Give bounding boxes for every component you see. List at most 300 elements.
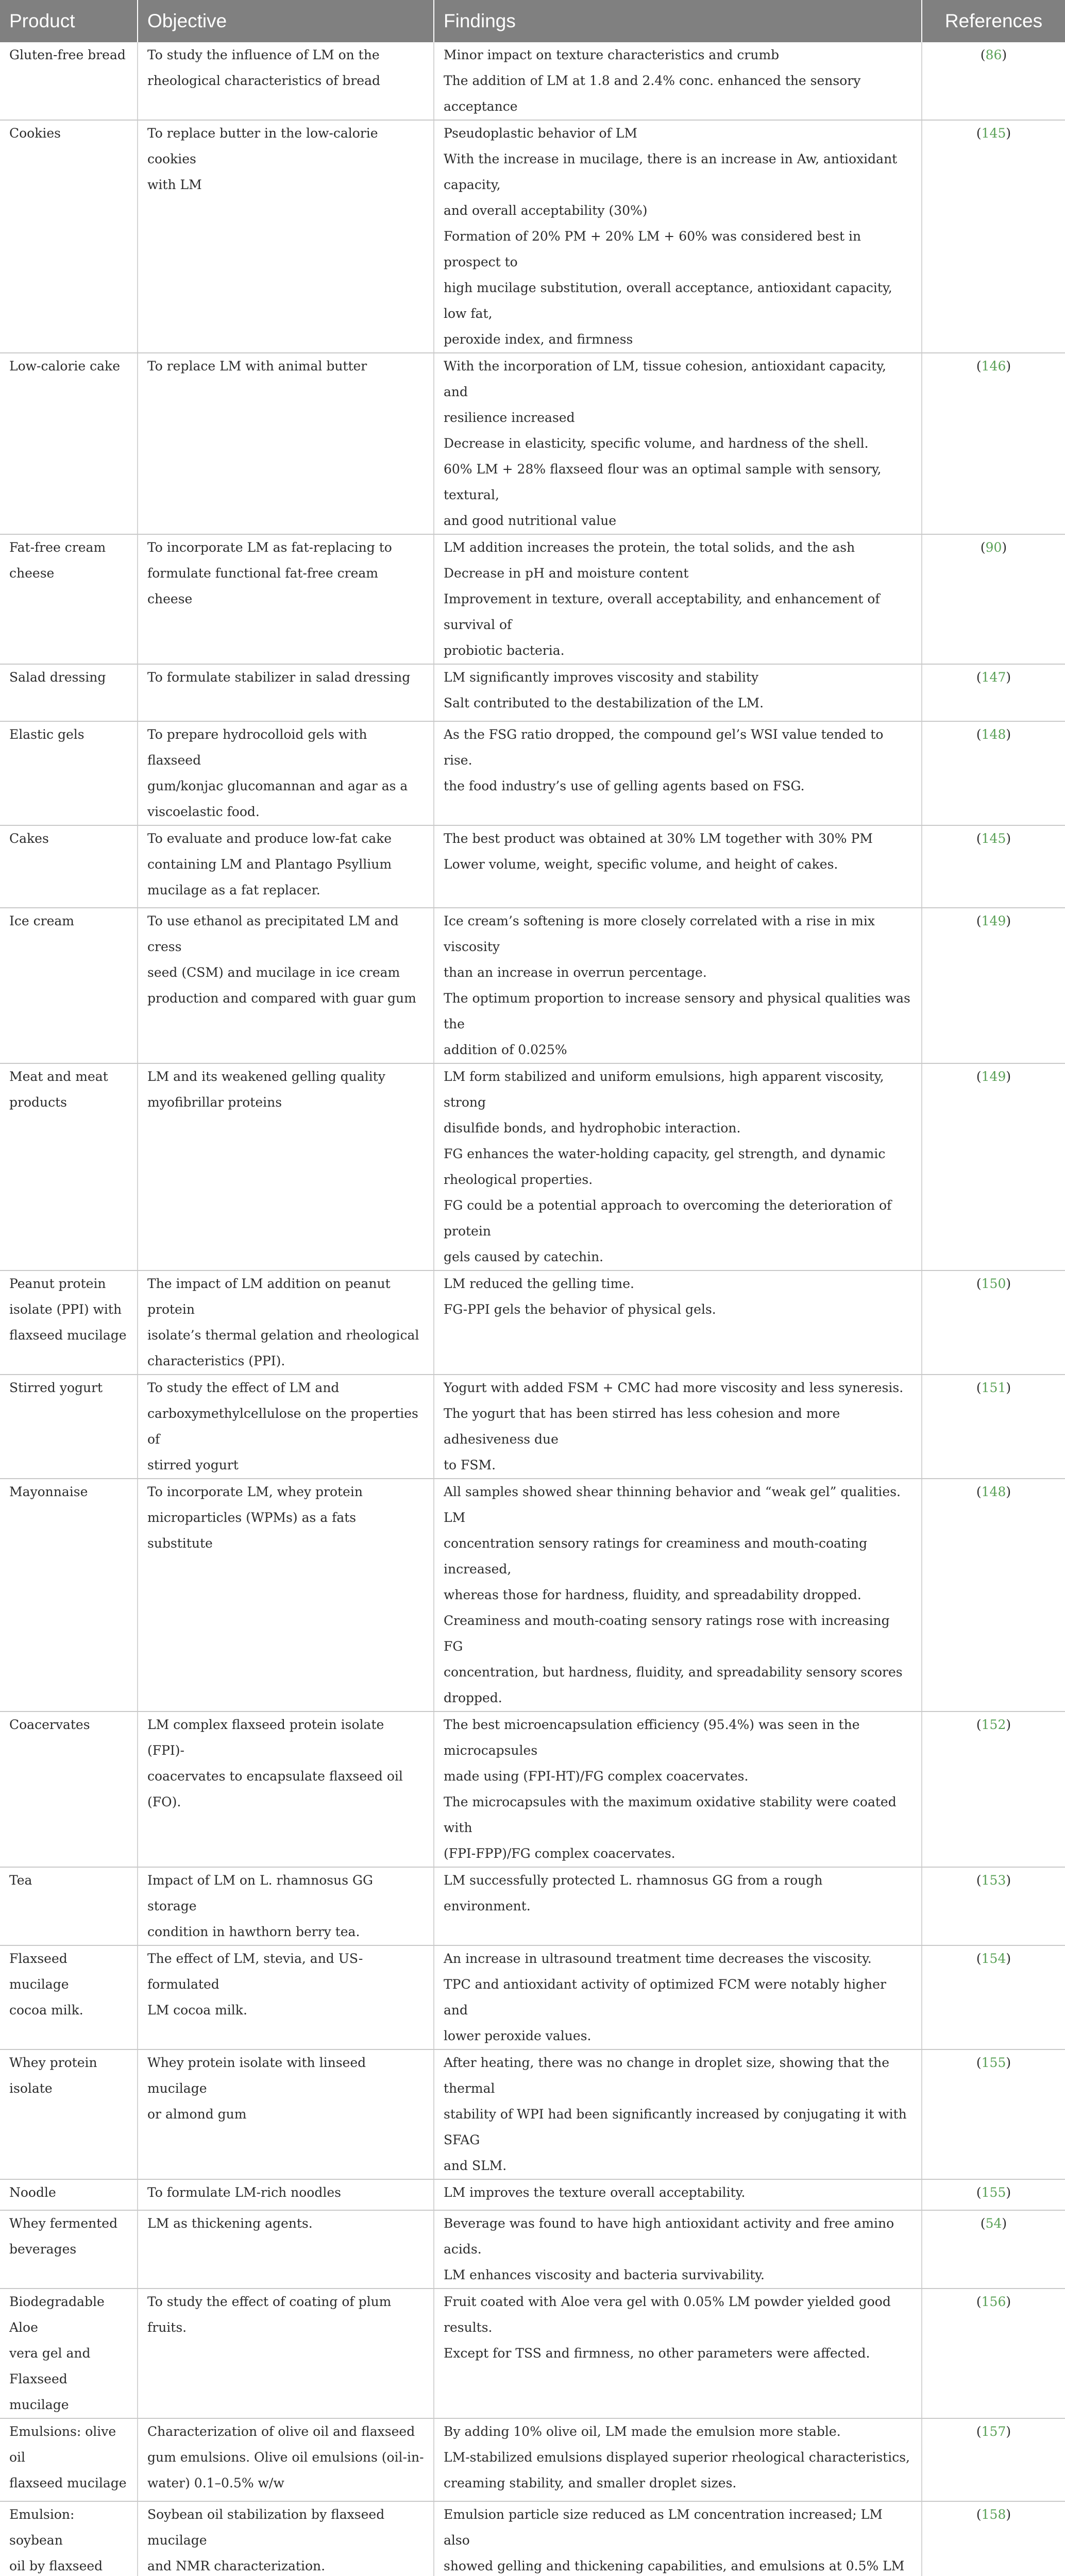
findings-cell-line: The yogurt that has been stirred has less cohesion and more adhesiveness due bbox=[444, 1406, 840, 1447]
table-row bbox=[0, 908, 1065, 1063]
product-cell-line: Biodegradable Aloe bbox=[9, 2294, 105, 2335]
findings-cell-line: and good nutritional value bbox=[444, 513, 617, 528]
findings-cell bbox=[434, 1945, 922, 2049]
findings-cell-line: Beverage was found to have high antioxidant activity and free amino acids. bbox=[444, 2216, 894, 2257]
reference-link[interactable]: 146 bbox=[981, 359, 1006, 374]
ref-paren: ( bbox=[976, 727, 982, 742]
product-cell-line: Whey fermented bbox=[9, 2216, 118, 2231]
objective-cell bbox=[138, 908, 434, 1063]
product-cell-line: Ice cream bbox=[9, 913, 74, 928]
findings-cell-line: peroxide index, and firmness bbox=[444, 332, 633, 347]
objective-cell-line: To incorporate LM as fat-replacing to bbox=[147, 540, 392, 555]
findings-cell-line: high mucilage substitution, overall acceptance, antioxidant capacity, low fat, bbox=[444, 280, 892, 321]
findings-cell-line: LM improves the texture overall acceptability. bbox=[444, 2185, 746, 2200]
table-row bbox=[0, 2418, 1065, 2501]
findings-cell-line: Yogurt with added FSM + CMC had more viscosity and less syneresis. bbox=[444, 1380, 904, 1395]
objective-cell-line: formulate functional fat-free cream cheese bbox=[147, 566, 378, 606]
reference-cell bbox=[922, 1270, 1065, 1375]
objective-cell-line: To study the influence of LM on the bbox=[147, 47, 380, 62]
objective-cell-line: Characterization of olive oil and flaxseed bbox=[147, 2424, 415, 2439]
product-cell bbox=[0, 2049, 138, 2179]
findings-cell-line: gels caused by catechin. bbox=[444, 1249, 604, 1264]
reference-cell bbox=[922, 2418, 1065, 2501]
ref-paren: ) bbox=[1006, 359, 1011, 374]
objective-cell bbox=[138, 1063, 434, 1270]
findings-cell-line: FG-PPI gels the behavior of physical gels. bbox=[444, 1302, 716, 1317]
ref-paren: ) bbox=[1006, 2424, 1011, 2439]
product-cell-line: Gluten-free bread bbox=[9, 47, 126, 62]
findings-cell-line: After heating, there was no change in droplet size, showing that the thermal bbox=[444, 2055, 890, 2096]
table-row bbox=[0, 1375, 1065, 1479]
ref-paren: ( bbox=[976, 2424, 982, 2439]
findings-cell-line: With the increase in mucilage, there is an increase in Aw, antioxidant capacity, bbox=[444, 151, 898, 192]
reference-cell bbox=[922, 2210, 1065, 2289]
table-row bbox=[0, 353, 1065, 534]
objective-cell-line: and NMR characterization. bbox=[147, 2558, 326, 2573]
ref-paren: ) bbox=[1006, 2294, 1011, 2309]
product-cell bbox=[0, 120, 138, 353]
reference-link[interactable]: 157 bbox=[981, 2424, 1006, 2439]
findings-cell bbox=[434, 908, 922, 1063]
objective-cell-line: To formulate stabilizer in salad dressing bbox=[147, 670, 411, 685]
product-cell bbox=[0, 1867, 138, 1945]
reference-link[interactable]: 151 bbox=[981, 1380, 1006, 1395]
objective-cell bbox=[138, 2418, 434, 2501]
findings-cell-line: Creaminess and mouth-coating sensory ratings rose with increasing FG bbox=[444, 1613, 890, 1654]
reference-link[interactable]: 148 bbox=[981, 727, 1006, 742]
table-row bbox=[0, 664, 1065, 721]
findings-cell-line: disulfide bonds, and hydrophobic interaction. bbox=[444, 1121, 741, 1136]
findings-cell-line: rheological properties. bbox=[444, 1172, 593, 1187]
reference-cell bbox=[922, 2289, 1065, 2418]
objective-cell bbox=[138, 42, 434, 120]
table-row bbox=[0, 825, 1065, 908]
ref-paren: ( bbox=[976, 831, 982, 846]
findings-cell-line: All samples showed shear thinning behavior and “weak gel” qualities. LM bbox=[444, 1484, 901, 1525]
reference-link[interactable]: 148 bbox=[981, 1484, 1006, 1499]
ref-paren: ) bbox=[1006, 2185, 1011, 2200]
objective-cell-line: with LM bbox=[147, 177, 202, 192]
reference-cell bbox=[922, 825, 1065, 908]
product-cell-line: Low-calorie cake bbox=[9, 359, 120, 374]
product-cell-line: Coacervates bbox=[9, 1717, 90, 1732]
table-row bbox=[0, 120, 1065, 353]
product-cell-line: Elastic gels bbox=[9, 727, 84, 742]
reference-link[interactable]: 156 bbox=[981, 2294, 1006, 2309]
reference-cell bbox=[922, 721, 1065, 825]
findings-cell-line: Decrease in elasticity, specific volume, and hardness of the shell. bbox=[444, 436, 869, 451]
reference-cell bbox=[922, 1479, 1065, 1711]
findings-cell bbox=[434, 2418, 922, 2501]
product-cell-line: vera gel and bbox=[9, 2346, 91, 2361]
ref-paren: ) bbox=[1006, 1380, 1011, 1395]
findings-cell bbox=[434, 1270, 922, 1375]
objective-cell-line: isolate’s thermal gelation and rheological bbox=[147, 1328, 419, 1343]
objective-cell-line: gum/konjac glucomannan and agar as a bbox=[147, 778, 408, 793]
findings-cell-line: Decrease in pH and moisture content bbox=[444, 566, 689, 581]
table-row bbox=[0, 42, 1065, 120]
ref-paren: ) bbox=[1006, 2507, 1011, 2522]
objective-cell-line: seed (CSM) and mucilage in ice cream bbox=[147, 965, 400, 980]
objective-cell bbox=[138, 1867, 434, 1945]
ref-paren: ( bbox=[976, 2294, 982, 2309]
objective-cell-line: LM and its weakened gelling quality bbox=[147, 1069, 385, 1084]
findings-cell-line: concentration sensory ratings for creaminess and mouth-coating increased, bbox=[444, 1536, 868, 1577]
product-cell bbox=[0, 2210, 138, 2289]
objective-cell bbox=[138, 825, 434, 908]
objective-cell-line: Whey protein isolate with linseed mucilage bbox=[147, 2055, 366, 2096]
ref-paren: ( bbox=[976, 1717, 982, 1732]
table-row bbox=[0, 1063, 1065, 1270]
table-row bbox=[0, 1270, 1065, 1375]
ref-paren: ) bbox=[1002, 47, 1007, 62]
product-cell bbox=[0, 908, 138, 1063]
objective-cell-line: To study the effect of coating of plum fruits. bbox=[147, 2294, 392, 2335]
findings-cell-line: Ice cream’s softening is more closely correlated with a rise in mix viscosity bbox=[444, 913, 875, 954]
findings-cell-line: LM successfully protected L. rhamnosus GG from a rough environment. bbox=[444, 1873, 823, 1913]
ref-paren: ( bbox=[976, 2185, 982, 2200]
table-row bbox=[0, 1945, 1065, 2049]
table-row bbox=[0, 534, 1065, 664]
reference-link[interactable]: 149 bbox=[981, 913, 1006, 928]
product-cell-line: Meat and meat bbox=[9, 1069, 108, 1084]
objective-cell-line: Impact of LM on L. rhamnosus GG storage bbox=[147, 1873, 373, 1913]
objective-cell bbox=[138, 2501, 434, 2576]
objective-cell-line: LM complex flaxseed protein isolate (FPI)- bbox=[147, 1717, 384, 1758]
findings-cell-line: The best microencapsulation efficiency (95.4%) was seen in the microcapsules bbox=[444, 1717, 860, 1758]
reference-link[interactable]: 54 bbox=[985, 2216, 1002, 2231]
objective-cell bbox=[138, 2179, 434, 2210]
findings-cell-line: Fruit coated with Aloe vera gel with 0.05% LM powder yielded good results. bbox=[444, 2294, 891, 2335]
objective-cell bbox=[138, 1479, 434, 1711]
findings-cell-line: FG enhances the water-holding capacity, gel strength, and dynamic bbox=[444, 1146, 886, 1161]
ref-paren: ( bbox=[976, 670, 982, 685]
objective-cell bbox=[138, 1375, 434, 1479]
findings-cell-line: FG could be a potential approach to overcoming the deterioration of protein bbox=[444, 1198, 892, 1239]
ref-paren: ) bbox=[1006, 1069, 1011, 1084]
findings-cell-line: An increase in ultrasound treatment time decreases the viscosity. bbox=[444, 1951, 872, 1966]
table-row bbox=[0, 1479, 1065, 1711]
objective-cell-line: carboxymethylcellulose on the properties of bbox=[147, 1406, 418, 1447]
objective-cell-line: viscoelastic food. bbox=[147, 804, 260, 819]
reference-cell bbox=[922, 2179, 1065, 2210]
ref-paren: ) bbox=[1002, 540, 1007, 555]
table-row bbox=[0, 721, 1065, 825]
objective-cell-line: To incorporate LM, whey protein bbox=[147, 1484, 363, 1499]
product-cell-line: Peanut protein bbox=[9, 1276, 106, 1291]
findings-cell bbox=[434, 1375, 922, 1479]
objective-cell bbox=[138, 534, 434, 664]
findings-cell-line: made using (FPI-HT)/FG complex coacervates. bbox=[444, 1769, 749, 1784]
findings-cell-line: Emulsion particle size reduced as LM concentration increased; LM also bbox=[444, 2507, 883, 2548]
objective-cell-line: The impact of LM addition on peanut protein bbox=[147, 1276, 391, 1317]
product-cell bbox=[0, 664, 138, 721]
product-cell bbox=[0, 1711, 138, 1867]
reference-link[interactable]: 90 bbox=[985, 540, 1002, 555]
reference-link[interactable]: 155 bbox=[981, 2055, 1006, 2070]
product-cell bbox=[0, 1945, 138, 2049]
findings-cell bbox=[434, 353, 922, 534]
product-cell-line: Mayonnaise bbox=[9, 1484, 88, 1499]
findings-cell-line: LM enhances viscosity and bacteria survivability. bbox=[444, 2267, 765, 2282]
findings-cell-line: resilience increased bbox=[444, 410, 575, 425]
objective-cell-line: water) 0.1–0.5% w/w bbox=[147, 2476, 284, 2490]
reference-cell bbox=[922, 1063, 1065, 1270]
findings-cell bbox=[434, 1711, 922, 1867]
reference-cell bbox=[922, 1375, 1065, 1479]
header-references: References bbox=[922, 0, 1065, 42]
findings-cell bbox=[434, 2210, 922, 2289]
findings-cell-line: and overall acceptability (30%) bbox=[444, 203, 648, 218]
reference-link[interactable]: 158 bbox=[981, 2507, 1006, 2522]
findings-cell-line: stability of WPI had been significantly increased by conjugating it with SFAG bbox=[444, 2107, 907, 2147]
objective-cell-line: gum emulsions. Olive oil emulsions (oil-in- bbox=[147, 2450, 424, 2465]
objective-cell-line: mucilage as a fat replacer. bbox=[147, 883, 320, 897]
findings-cell bbox=[434, 2501, 922, 2576]
product-cell-line: cheese bbox=[9, 566, 55, 581]
objective-cell bbox=[138, 2049, 434, 2179]
reference-cell bbox=[922, 664, 1065, 721]
findings-cell bbox=[434, 1479, 922, 1711]
findings-cell-line: LM reduced the gelling time. bbox=[444, 1276, 634, 1291]
findings-cell bbox=[434, 825, 922, 908]
objective-cell bbox=[138, 664, 434, 721]
reference-link[interactable]: 154 bbox=[981, 1951, 1006, 1966]
objective-cell-line: To use ethanol as precipitated LM and cress bbox=[147, 913, 399, 954]
objective-cell-line: To formulate LM-rich noodles bbox=[147, 2185, 341, 2200]
product-cell-line: Whey protein bbox=[9, 2055, 97, 2070]
ref-paren: ( bbox=[976, 1069, 982, 1084]
objective-cell bbox=[138, 2210, 434, 2289]
ref-paren: ) bbox=[1006, 1484, 1011, 1499]
reference-cell bbox=[922, 2049, 1065, 2179]
ref-paren: ( bbox=[976, 1873, 982, 1888]
findings-cell-line: to FSM. bbox=[444, 1458, 496, 1472]
objective-cell-line: LM cocoa milk. bbox=[147, 2003, 247, 2018]
findings-cell-line: lower peroxide values. bbox=[444, 2028, 591, 2043]
reference-cell bbox=[922, 120, 1065, 353]
product-cell-line: Noodle bbox=[9, 2185, 56, 2200]
reference-cell bbox=[922, 42, 1065, 120]
product-cell-line: Cakes bbox=[9, 831, 49, 846]
product-cell bbox=[0, 2179, 138, 2210]
findings-cell-line: concentration, but hardness, fluidity, and spreadability sensory scores bbox=[444, 1665, 903, 1680]
reference-cell bbox=[922, 1945, 1065, 2049]
objective-cell-line: coacervates to encapsulate flaxseed oil (FO). bbox=[147, 1769, 403, 1809]
objective-cell-line: LM as thickening agents. bbox=[147, 2216, 313, 2231]
ref-paren: ) bbox=[1006, 727, 1011, 742]
objective-cell bbox=[138, 2289, 434, 2418]
findings-cell bbox=[434, 1867, 922, 1945]
ref-paren: ) bbox=[1006, 913, 1011, 928]
ref-paren: ) bbox=[1006, 1951, 1011, 1966]
findings-cell bbox=[434, 534, 922, 664]
findings-cell-line: addition of 0.025% bbox=[444, 1042, 567, 1057]
reference-link[interactable]: 149 bbox=[981, 1069, 1006, 1084]
findings-cell-line: The addition of LM at 1.8 and 2.4% conc. enhanced the sensory acceptance bbox=[444, 73, 861, 114]
ref-paren: ( bbox=[980, 2216, 986, 2231]
findings-cell-line: and SLM. bbox=[444, 2158, 507, 2173]
objective-cell bbox=[138, 1711, 434, 1867]
findings-cell-line: As the FSG ratio dropped, the compound gel’s WSI value tended to rise. bbox=[444, 727, 884, 768]
product-cell bbox=[0, 825, 138, 908]
findings-cell-line: showed gelling and thickening capabilities, and emulsions at 0.5% LM bbox=[444, 2558, 905, 2573]
findings-cell-line: TPC and antioxidant activity of optimized FCM were notably higher and bbox=[444, 1977, 886, 2018]
table-row bbox=[0, 2501, 1065, 2576]
product-cell bbox=[0, 1375, 138, 1479]
findings-cell bbox=[434, 1063, 922, 1270]
ref-paren: ( bbox=[976, 913, 982, 928]
findings-cell-line: probiotic bacteria. bbox=[444, 643, 565, 658]
objective-cell bbox=[138, 1270, 434, 1375]
findings-cell-line: creaming stability, and smaller droplet sizes. bbox=[444, 2476, 737, 2490]
product-cell bbox=[0, 2418, 138, 2501]
findings-cell-line: 60% LM + 28% flaxseed flour was an optimal sample with sensory, textural, bbox=[444, 462, 882, 502]
ref-paren: ( bbox=[980, 540, 986, 555]
findings-cell bbox=[434, 120, 922, 353]
findings-cell-line: With the incorporation of LM, tissue cohesion, antioxidant capacity, and bbox=[444, 359, 886, 399]
product-cell bbox=[0, 534, 138, 664]
objective-cell bbox=[138, 721, 434, 825]
reference-cell bbox=[922, 908, 1065, 1063]
product-cell-line: isolate bbox=[9, 2081, 53, 2096]
reference-cell bbox=[922, 2501, 1065, 2576]
objective-cell-line: condition in hawthorn berry tea. bbox=[147, 1924, 360, 1939]
objective-cell-line: microparticles (WPMs) as a fats substitute bbox=[147, 1510, 357, 1551]
reference-link[interactable]: 153 bbox=[981, 1873, 1006, 1888]
findings-cell-line: By adding 10% olive oil, LM made the emulsion more stable. bbox=[444, 2424, 841, 2439]
reference-cell bbox=[922, 353, 1065, 534]
findings-cell bbox=[434, 42, 922, 120]
product-cell bbox=[0, 353, 138, 534]
objective-cell-line: characteristics (PPI). bbox=[147, 1353, 285, 1368]
findings-cell-line: Salt contributed to the destabilization of the LM. bbox=[444, 696, 764, 710]
findings-cell-line: Lower volume, weight, specific volume, and height of cakes. bbox=[444, 857, 838, 872]
reference-link[interactable]: 86 bbox=[985, 47, 1002, 62]
product-cell-line: Emulsions: olive oil bbox=[9, 2424, 116, 2465]
findings-cell bbox=[434, 2179, 922, 2210]
product-cell-line: Salad dressing bbox=[9, 670, 106, 685]
objective-cell bbox=[138, 353, 434, 534]
ref-paren: ) bbox=[1002, 2216, 1007, 2231]
findings-cell-line: LM addition increases the protein, the total solids, and the ash bbox=[444, 540, 855, 555]
ref-paren: ( bbox=[976, 359, 982, 374]
product-cell-line: isolate (PPI) with bbox=[9, 1302, 122, 1317]
objective-cell-line: The effect of LM, stevia, and US-formulated bbox=[147, 1951, 363, 1992]
findings-cell-line: LM significantly improves viscosity and stability bbox=[444, 670, 759, 685]
findings-cell-line: The best product was obtained at 30% LM together with 30% PM bbox=[444, 831, 873, 846]
product-cell-line: Cookies bbox=[9, 126, 61, 141]
reference-cell bbox=[922, 534, 1065, 664]
product-cell-line: cocoa milk. bbox=[9, 2003, 83, 2018]
findings-cell-line: LM-stabilized emulsions displayed superior rheological characteristics, bbox=[444, 2450, 910, 2465]
product-cell bbox=[0, 1479, 138, 1711]
objective-cell-line: To prepare hydrocolloid gels with flaxseed bbox=[147, 727, 367, 768]
table-row bbox=[0, 2210, 1065, 2289]
findings-cell-line: Minor impact on texture characteristics and crumb bbox=[444, 47, 780, 62]
findings-cell-line: The microcapsules with the maximum oxidative stability were coated with bbox=[444, 1794, 897, 1835]
reference-link[interactable]: 145 bbox=[981, 126, 1006, 141]
objective-cell-line: containing LM and Plantago Psyllium bbox=[147, 857, 392, 872]
product-cell-line: Fat-free cream bbox=[9, 540, 106, 555]
product-cell-line: Flaxseed mucilage bbox=[9, 1951, 69, 1992]
objective-cell-line: or almond gum bbox=[147, 2107, 247, 2122]
findings-cell bbox=[434, 2289, 922, 2418]
product-cell-line: Emulsion: soybean bbox=[9, 2507, 75, 2548]
findings-cell-line: The optimum proportion to increase sensory and physical qualities was the bbox=[444, 991, 910, 1031]
table-row bbox=[0, 1867, 1065, 1945]
findings-cell-line: than an increase in overrun percentage. bbox=[444, 965, 707, 980]
ref-paren: ) bbox=[1006, 1717, 1011, 1732]
product-cell bbox=[0, 2289, 138, 2418]
findings-cell-line: LM form stabilized and uniform emulsions, high apparent viscosity, strong bbox=[444, 1069, 884, 1110]
findings-cell-line: (FPI-FPP)/FG complex coacervates. bbox=[444, 1846, 675, 1861]
ref-paren: ) bbox=[1006, 1873, 1011, 1888]
ref-paren: ( bbox=[976, 126, 982, 141]
reference-link[interactable]: 152 bbox=[981, 1717, 1006, 1732]
product-cell-line: flaxseed mucilage bbox=[9, 1328, 127, 1343]
findings-cell bbox=[434, 721, 922, 825]
header-findings: Findings bbox=[434, 0, 922, 42]
ref-paren: ( bbox=[976, 2507, 982, 2522]
header-objective: Objective bbox=[138, 0, 434, 42]
header-product: Product bbox=[0, 0, 138, 42]
ref-paren: ( bbox=[976, 1484, 982, 1499]
product-cell bbox=[0, 2501, 138, 2576]
reference-link[interactable]: 145 bbox=[981, 831, 1006, 846]
product-cell-line: oil by flaxseed bbox=[9, 2558, 103, 2573]
objective-cell-line: myofibrillar proteins bbox=[147, 1095, 282, 1110]
findings-cell-line: Improvement in texture, overall acceptability, and enhancement of survival of bbox=[444, 591, 880, 632]
ref-paren: ) bbox=[1006, 126, 1011, 141]
ref-paren: ( bbox=[976, 1276, 982, 1291]
objective-cell-line: To replace butter in the low-calorie cookies bbox=[147, 126, 378, 166]
findings-cell bbox=[434, 664, 922, 721]
reference-link[interactable]: 155 bbox=[981, 2185, 1006, 2200]
product-cell-line: products bbox=[9, 1095, 67, 1110]
objective-cell-line: production and compared with guar gum bbox=[147, 991, 416, 1006]
objective-cell-line: To evaluate and produce low-fat cake bbox=[147, 831, 392, 846]
findings-cell-line: dropped. bbox=[444, 1690, 502, 1705]
findings-cell-line: Except for TSS and firmness, no other parameters were affected. bbox=[444, 2346, 870, 2361]
objective-cell-line: To study the effect of LM and bbox=[147, 1380, 340, 1395]
product-cell-line: Tea bbox=[9, 1873, 32, 1888]
objective-cell bbox=[138, 1945, 434, 2049]
table-header bbox=[0, 0, 1065, 42]
table-row bbox=[0, 2049, 1065, 2179]
ref-paren: ) bbox=[1006, 1276, 1011, 1291]
product-cell bbox=[0, 1063, 138, 1270]
reference-link[interactable]: 150 bbox=[981, 1276, 1006, 1291]
objective-cell bbox=[138, 120, 434, 353]
objective-cell-line: rheological characteristics of bread bbox=[147, 73, 381, 88]
product-cell bbox=[0, 42, 138, 120]
ref-paren: ) bbox=[1006, 831, 1011, 846]
product-cell bbox=[0, 1270, 138, 1375]
product-cell-line: beverages bbox=[9, 2242, 77, 2257]
reference-link[interactable]: 147 bbox=[981, 670, 1006, 685]
table-row bbox=[0, 2179, 1065, 2210]
objective-cell-line: Soybean oil stabilization by flaxseed mucilage bbox=[147, 2507, 385, 2548]
findings-cell-line: whereas those for hardness, fluidity, and spreadability dropped. bbox=[444, 1587, 861, 1602]
findings-cell-line: the food industry’s use of gelling agents based on FSG. bbox=[444, 778, 805, 793]
findings-cell-line: Formation of 20% PM + 20% LM + 60% was considered best in prospect to bbox=[444, 229, 861, 269]
ref-paren: ( bbox=[976, 1380, 982, 1395]
ref-paren: ( bbox=[976, 2055, 982, 2070]
reference-cell bbox=[922, 1711, 1065, 1867]
table-row bbox=[0, 1711, 1065, 1867]
product-cell-line: Stirred yogurt bbox=[9, 1380, 103, 1395]
